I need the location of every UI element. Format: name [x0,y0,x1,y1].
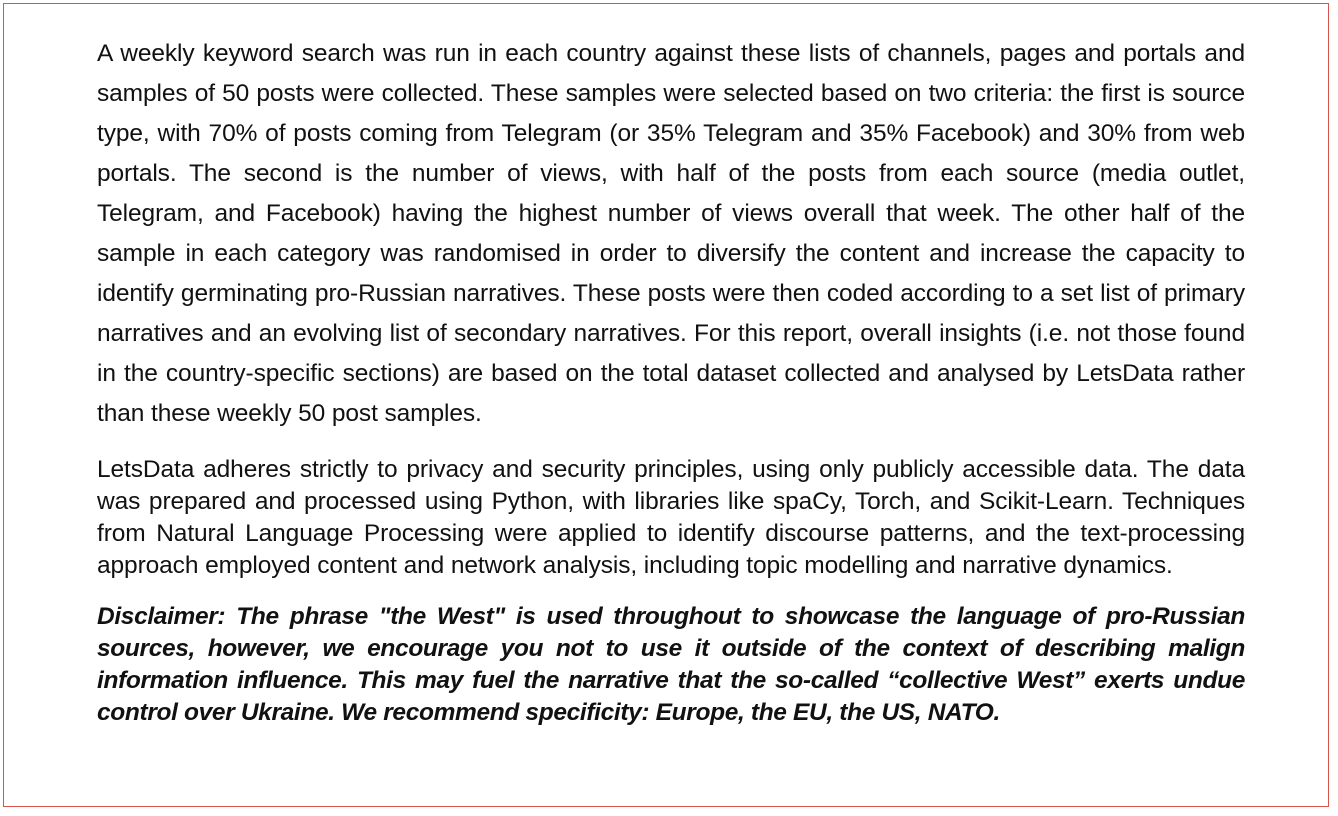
disclaimer-paragraph: Disclaimer: The phrase "the West" is used throughout to showcase the language of pro-Russian sources, however, we encourage you not to use it outside of the context of describing malign information influence. This may fuel the narrative that the so-called “collective West” exerts undue control over Ukraine. We recommend specificity: Europe, the EU, the US, NATO. [97,603,1245,726]
boxed-text-frame [3,3,1329,807]
methodology-paragraph: A weekly keyword search was run in each country against these lists of channels, pages and portals and samples of 50 posts were collected. These samples were selected based on two criteria: the first is source type, with 70% of posts coming from Telegram (or 35% Telegram and 35% Facebook) and 30% from web portals. The second is the number of views, with half of the posts from each source (media outlet, Telegram, and Facebook) having the highest number of views overall that week. The other half of the sample in each category was randomised in order to diversify the content and increase the capacity to identify germinating pro-Russian narratives. These posts were then coded according to a set list of primary narratives and an evolving list of secondary narratives. For this report, overall insights (i.e. not those found in the country-specific sections) are based on the total dataset collected and analysed by LetsData rather than these weekly 50 post samples. [97,40,1245,427]
document-body [97,34,1245,729]
privacy-paragraph: LetsData adheres strictly to privacy and security principles, using only publicly accessible data. The data was prepared and processed using Python, with libraries like spaCy, Torch, and Scikit-Learn. Techniques from Natural Language Processing were applied to identify discourse patterns, and the text-processing approach employed content and network analysis, including topic modelling and narrative dynamics. [97,456,1245,579]
